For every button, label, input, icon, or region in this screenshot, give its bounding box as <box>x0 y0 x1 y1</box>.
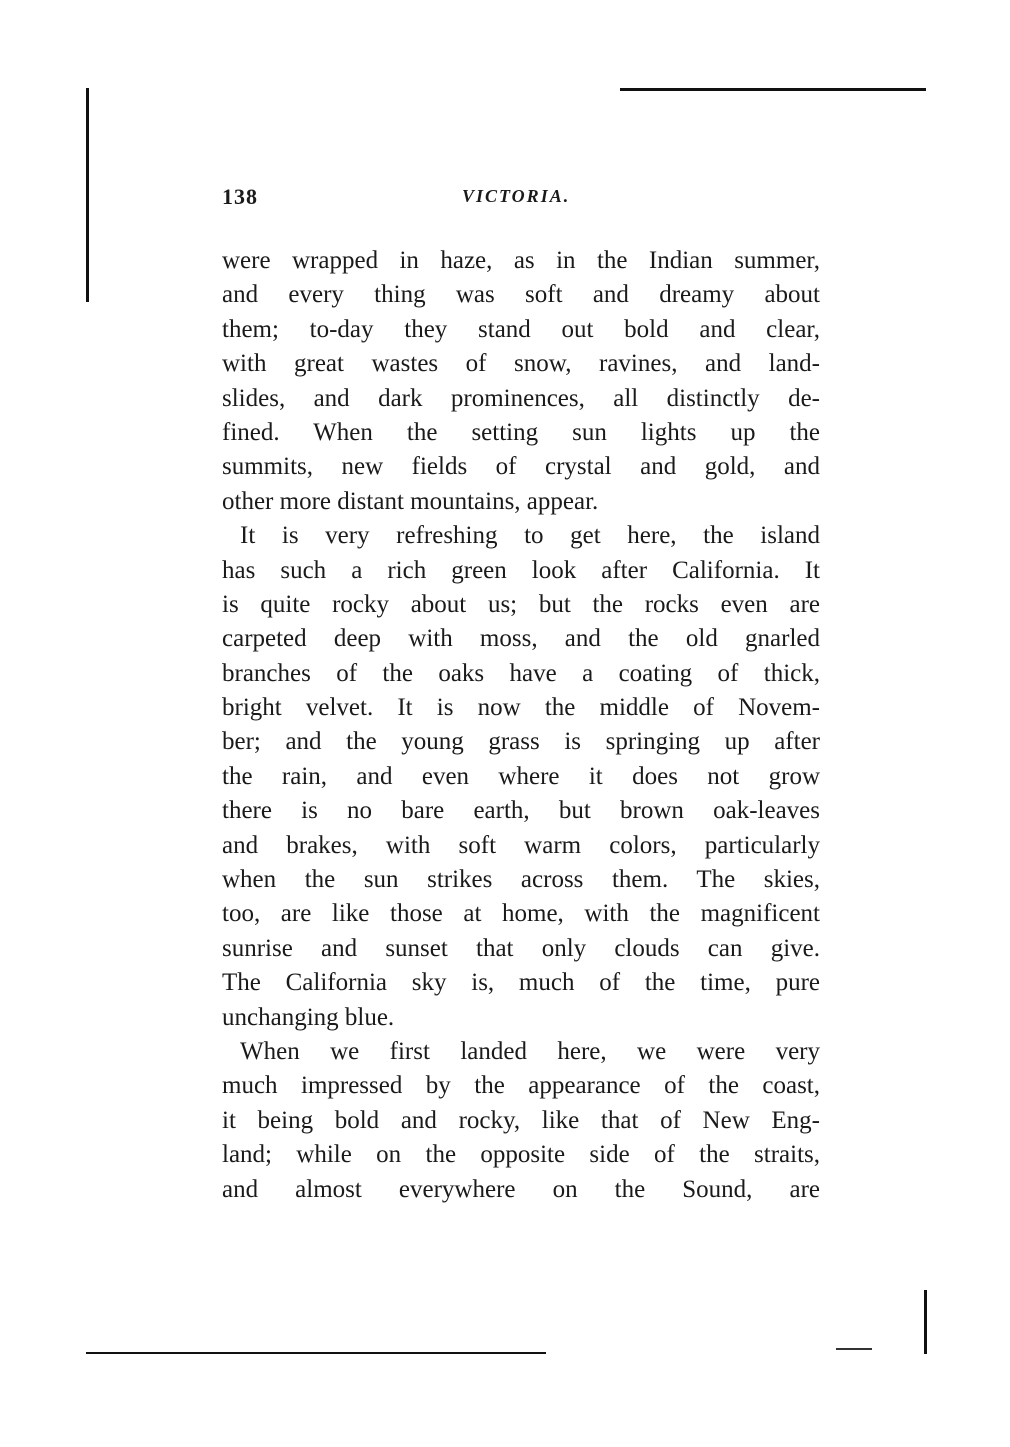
text-line: summits, new fields of crystal and gold, and <box>222 453 820 481</box>
text-line: sunrise and sunset that only clouds can give. <box>222 934 820 962</box>
page-number: 138 <box>222 184 258 209</box>
margin-rule-right <box>924 1290 927 1354</box>
text-line: there is no bare earth, but brown oak-leaves <box>222 797 820 825</box>
text-line: land; while on the opposite side of the straits, <box>222 1141 820 1169</box>
text-line: them; to-day they stand out bold and clear, <box>222 315 820 343</box>
text-line: much impressed by the appearance of the coast, <box>222 1072 820 1100</box>
margin-rule-top <box>620 88 926 91</box>
text-line: too, are like those at home, with the magnificent <box>222 900 820 928</box>
text-line: and every thing was soft and dreamy about <box>222 281 820 309</box>
text-line: unchanging blue. <box>222 1003 395 1031</box>
text-line: bright velvet. It is now the middle of Novem- <box>222 694 820 722</box>
running-head <box>222 184 822 218</box>
text-line: The California sky is, much of the time, pure <box>222 969 820 997</box>
text-line: and almost everywhere on the Sound, are <box>222 1175 820 1203</box>
text-line: slides, and dark prominences, all distinctly de- <box>222 384 820 412</box>
margin-rule-bottom <box>86 1352 546 1354</box>
paragraph <box>222 519 820 1035</box>
text-line: It is very refreshing to get here, the island <box>240 522 820 550</box>
running-title: VICTORIA. <box>462 186 571 206</box>
text-line: it being bold and rocky, like that of New Eng- <box>222 1106 820 1134</box>
text-line: other more distant mountains, appear. <box>222 487 599 515</box>
paragraph <box>222 1035 820 1207</box>
text-line: has such a rich green look after California. It <box>222 556 820 584</box>
text-line: when the sun strikes across them. The skies, <box>222 866 820 894</box>
text-line: with great wastes of snow, ravines, and land- <box>222 350 820 378</box>
text-line: were wrapped in haze, as in the Indian summer, <box>222 247 820 274</box>
margin-rule-left <box>86 88 89 302</box>
text-line: is quite rocky about us; but the rocks even are <box>222 590 820 618</box>
text-line: carpeted deep with moss, and the old gnarled <box>222 625 820 653</box>
text-line: fined. When the setting sun lights up the <box>222 418 820 446</box>
text-line: and brakes, with soft warm colors, particularly <box>222 831 820 859</box>
text-line: ber; and the young grass is springing up after <box>222 728 820 756</box>
text-line: branches of the oaks have a coating of thick, <box>222 659 820 687</box>
body-text <box>222 244 820 1207</box>
text-line: the rain, and even where it does not grow <box>222 762 820 790</box>
paragraph <box>222 244 820 519</box>
text-line: When we first landed here, we were very <box>240 1037 820 1065</box>
scan-artifact-mark <box>836 1348 872 1350</box>
